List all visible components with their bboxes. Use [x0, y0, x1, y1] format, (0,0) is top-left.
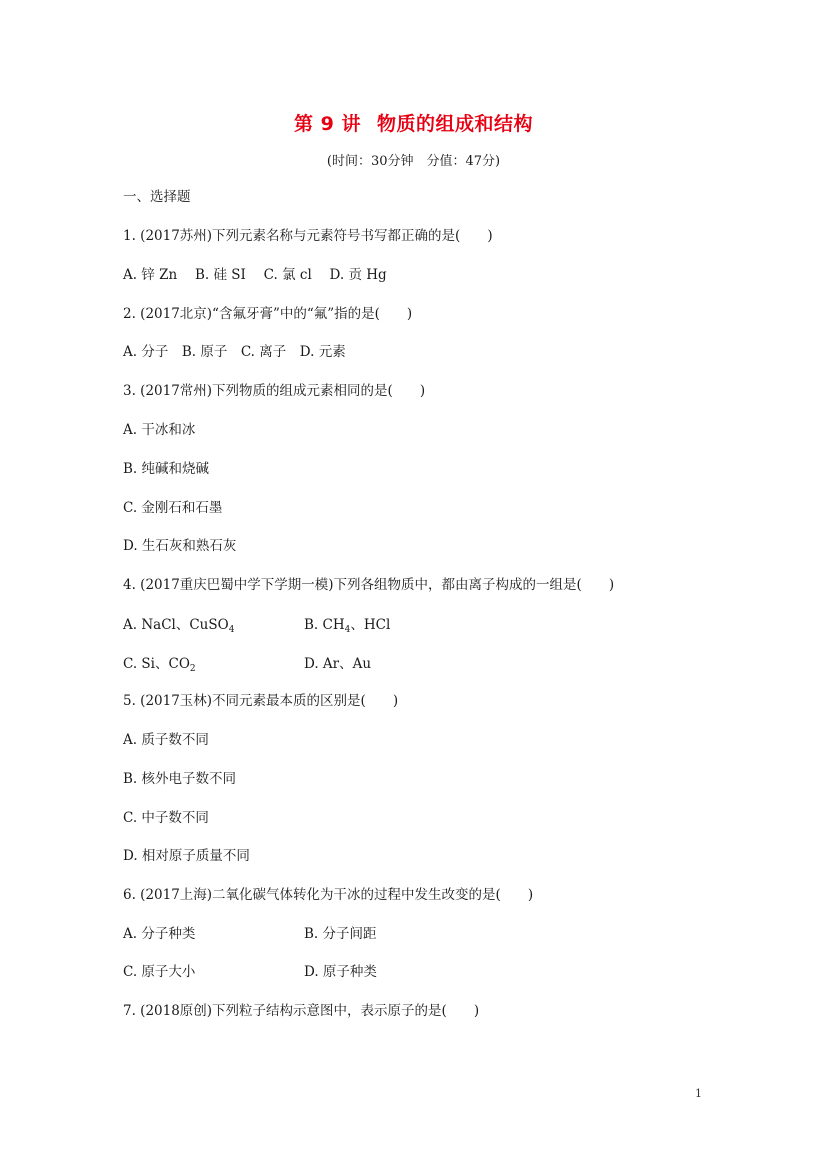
question-5-option-b: B. 核外电子数不同: [123, 771, 237, 787]
time-and-score: (时间：30分钟 分值：47分): [326, 154, 501, 169]
question-5-option-a: A. 质子数不同: [123, 732, 209, 748]
question-5-option-d: D. 相对原子质量不同: [123, 848, 250, 864]
question-4-option-a: A. NaCl、CuSO$_4$: [123, 617, 235, 635]
question-6-stem: 6. (2017上海)二氧化碳气体转化为干冰的过程中发生改变的是( ): [123, 887, 534, 903]
question-6-option-c: C. 原子大小: [123, 964, 196, 980]
question-3-option-c: C. 金刚石和石墨: [123, 500, 223, 516]
question-6-option-d: D. 原子种类: [304, 964, 377, 980]
question-4-options-row-1: [123, 615, 234, 640]
question-5-stem: 5. (2017玉林)不同元素最本质的区别是( ): [123, 693, 399, 709]
question-7-stem: 7. (2018原创)下列粒子结构示意图中，表示原子的是( ): [123, 1003, 480, 1019]
section-heading: 一、选择题: [123, 189, 191, 205]
page-number: 1: [695, 1087, 702, 1100]
question-4-option-c: C. Si、$CO_2$: [123, 656, 196, 674]
question-6-option-a: A. 分子种类: [123, 926, 196, 942]
question-3-option-b: B. 纯碱和烧碱: [123, 461, 210, 477]
question-3-stem: 3. (2017常州)下列物质的组成元素相同的是( ): [123, 383, 426, 399]
question-1-options: A. 锌 Zn B. 硅 SI C. 氯 cl D. 贡 Hg: [123, 267, 387, 283]
question-4-option-d: D. Ar、Au: [304, 656, 372, 672]
lecture-topic: 物质的组成和结构: [376, 113, 533, 135]
question-3-option-a: A. 干冰和冰: [123, 422, 196, 438]
question-3-option-d: D. 生石灰和熟石灰: [123, 538, 237, 554]
lecture-number: 第 9 讲: [294, 113, 361, 135]
question-5-option-c: C. 中子数不同: [123, 810, 209, 826]
question-6-option-b: B. 分子间距: [304, 926, 377, 942]
question-4-option-b: B. $CH_4$、HCl: [304, 617, 391, 635]
question-1-stem: 1. (2017苏州)下列元素名称与元素符号书写都正确的是( ): [123, 228, 493, 244]
question-2-stem: 2. (2017北京)“含氟牙膏”中的“氟”指的是( ): [123, 306, 413, 322]
question-2-options: A. 分子 B. 原子 C. 离子 D. 元素: [123, 344, 346, 360]
page-title: [0, 109, 827, 136]
question-4-stem: 4. (2017重庆巴蜀中学下学期一模)下列各组物质中，都由离子构成的一组是( ): [123, 577, 615, 593]
